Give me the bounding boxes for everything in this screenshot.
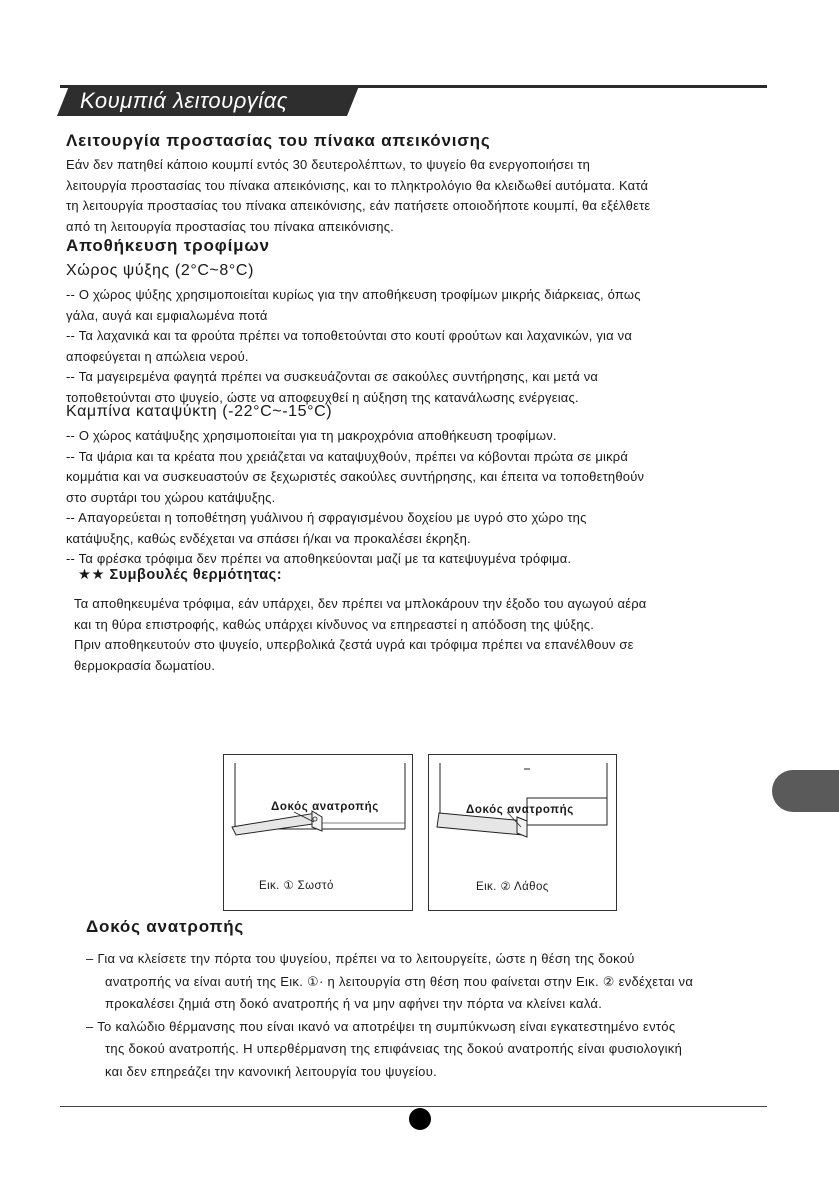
- cooling-title: Χώρος ψύξης (2°C~8°C): [66, 262, 254, 279]
- tips-title: ★★ Συμβουλές θερμότητας:: [78, 567, 283, 583]
- tips-text: [74, 594, 647, 676]
- text-line: από τη λειτουργία προστασίας του πίνακα απεικόνισης.: [66, 218, 394, 234]
- text-line: -- Τα ψάρια και τα κρέατα που χρειάζεται να καταψυχθούν, πρέπει να κόβονται πρώτα σε μικρά: [66, 448, 629, 464]
- text-line: – Το καλώδιο θέρμανσης που είναι ικανό να αποτρέψει τη συμπύκνωση είναι εγκατεστημένο εντός: [86, 1018, 676, 1034]
- text-line: – Για να κλείσετε την πόρτα του ψυγείου, πρέπει να το λειτουργείτε, ώστε η θέση της δοκού: [86, 951, 635, 966]
- figure-correct-label: Δοκός ανατροπής: [271, 801, 379, 813]
- text-line: και τη θύρα επιστροφής, καθώς υπάρχει κίνδυνος να επηρεαστεί η απόδοση της ψύξης.: [74, 616, 595, 632]
- text-line: Εάν δεν πατηθεί κάποιο κουμπί εντός 30 δευτερολέπτων, το ψυγείο θα ενεργοποιήσει τη: [66, 157, 591, 172]
- display-protection-heading: Λειτουργία προστασίας του πίνακα απεικόνισης: [66, 131, 491, 150]
- text-line: και δεν επηρεάζει την κανονική λειτουργία του ψυγείου.: [105, 1063, 438, 1079]
- text-line: -- Ο χώρος ψύξης χρησιμοποιείται κυρίως για την αποθήκευση τροφίμων μικρής διάρκειας, όπως: [66, 287, 641, 302]
- text-line: θερμοκρασία δωματίου.: [74, 657, 216, 673]
- footer-rule: [60, 1106, 767, 1107]
- text-line: κομμάτια και να συσκευαστούν σε ξεχωριστές σακούλες συντήρησης, και έπειτα να τοποθετηθούν: [66, 469, 645, 484]
- text-line: προκαλέσει ζημιά στη δοκό ανατροπής ή να μην αφήνει την πόρτα να κλείνει καλά.: [105, 996, 603, 1011]
- text-line: γάλα, αυγά και εμφιαλωμένα ποτά: [66, 307, 268, 323]
- text-line: τη λειτουργία προστασίας του πίνακα απεικόνισης, εάν πατήσετε οποιοδήποτε κουμπί, θα εξέλθετε: [66, 198, 651, 213]
- text-line: Τα αποθηκευμένα τρόφιμα, εάν υπάρχει, δεν πρέπει να μπλοκάρουν την έξοδο του αγωγού αέρα: [74, 596, 647, 611]
- text-line: αποφεύγεται η απώλεια νερού.: [66, 348, 249, 364]
- text-line: της δοκού ανατροπής. Η υπερθέρμανση της επιφάνειας της δοκού ανατροπής είναι φυσιολογική: [105, 1041, 683, 1056]
- display-protection-text: [66, 155, 650, 237]
- text-line: στο συρτάρι του χώρου κατάψυξης.: [66, 489, 276, 505]
- text-line: -- Τα φρέσκα τρόφιμα δεν πρέπει να αποθηκεύονται μαζί με τα κατεψυγμένα τρόφιμα.: [66, 551, 572, 566]
- page-number-dot: [409, 1108, 431, 1130]
- text-line: -- Ο χώρος κατάψυξης χρησιμοποιείται για τη μακροχρόνια αποθήκευση τροφίμων.: [66, 428, 557, 443]
- figure-wrong-label: Δοκός ανατροπής: [466, 804, 574, 816]
- cooling-text: [66, 285, 641, 408]
- freezer-text: [66, 426, 644, 570]
- flip-beam-text: [86, 948, 693, 1083]
- text-line: Πριν αποθηκευτούν στο ψυγείο, υπερβολικά ζεστά υγρά και τρόφιμα πρέπει να επανέλθουν σε: [74, 637, 634, 652]
- text-line: κατάψυξης, καθώς ενδέχεται να σπάσει ή/και να προκαλέσει έκρηξη.: [66, 530, 471, 546]
- text-line: -- Απαγορεύεται η τοποθέτηση γυάλινου ή σφραγισμένου δοχείου με υγρό στο χώρο της: [66, 510, 587, 525]
- text-line: -- Τα λαχανικά και τα φρούτα πρέπει να τοποθετούνται στο κουτί φρούτων και λαχανικών, για να: [66, 328, 633, 343]
- text-line: λειτουργία προστασίας του πίνακα απεικόνισης, και το πληκτρολόγιο θα κλειδωθεί αυτόματα. Κατά: [66, 177, 649, 193]
- figure-wrong-caption: Εικ. ② Λάθος: [476, 881, 549, 893]
- flip-beam-heading: Δοκός ανατροπής: [86, 917, 245, 936]
- page-title: Κουμπιά λειτουργίας: [80, 88, 288, 113]
- text-line: ανατροπής να είναι αυτή της Εικ. ①· η λειτουργία στη θέση που φαίνεται στην Εικ. ② ενδέχεται να: [105, 973, 694, 989]
- text-line: τοποθετούνται στο ψυγείο, ώστε να αποφευχθεί η αύξηση της κατανάλωσης ενέργειας.: [66, 389, 579, 405]
- side-tab-marker: [772, 770, 839, 812]
- food-storage-heading: Αποθήκευση τροφίμων: [66, 236, 270, 255]
- freezer-title: Καμπίνα καταψύκτη (-22°C~-15°C): [66, 403, 333, 420]
- figure-correct-caption: Εικ. ① Σωστό: [259, 880, 334, 892]
- text-line: -- Τα μαγειρεμένα φαγητά πρέπει να συσκευάζονται σε σακούλες συντήρησης, και μετά να: [66, 369, 599, 384]
